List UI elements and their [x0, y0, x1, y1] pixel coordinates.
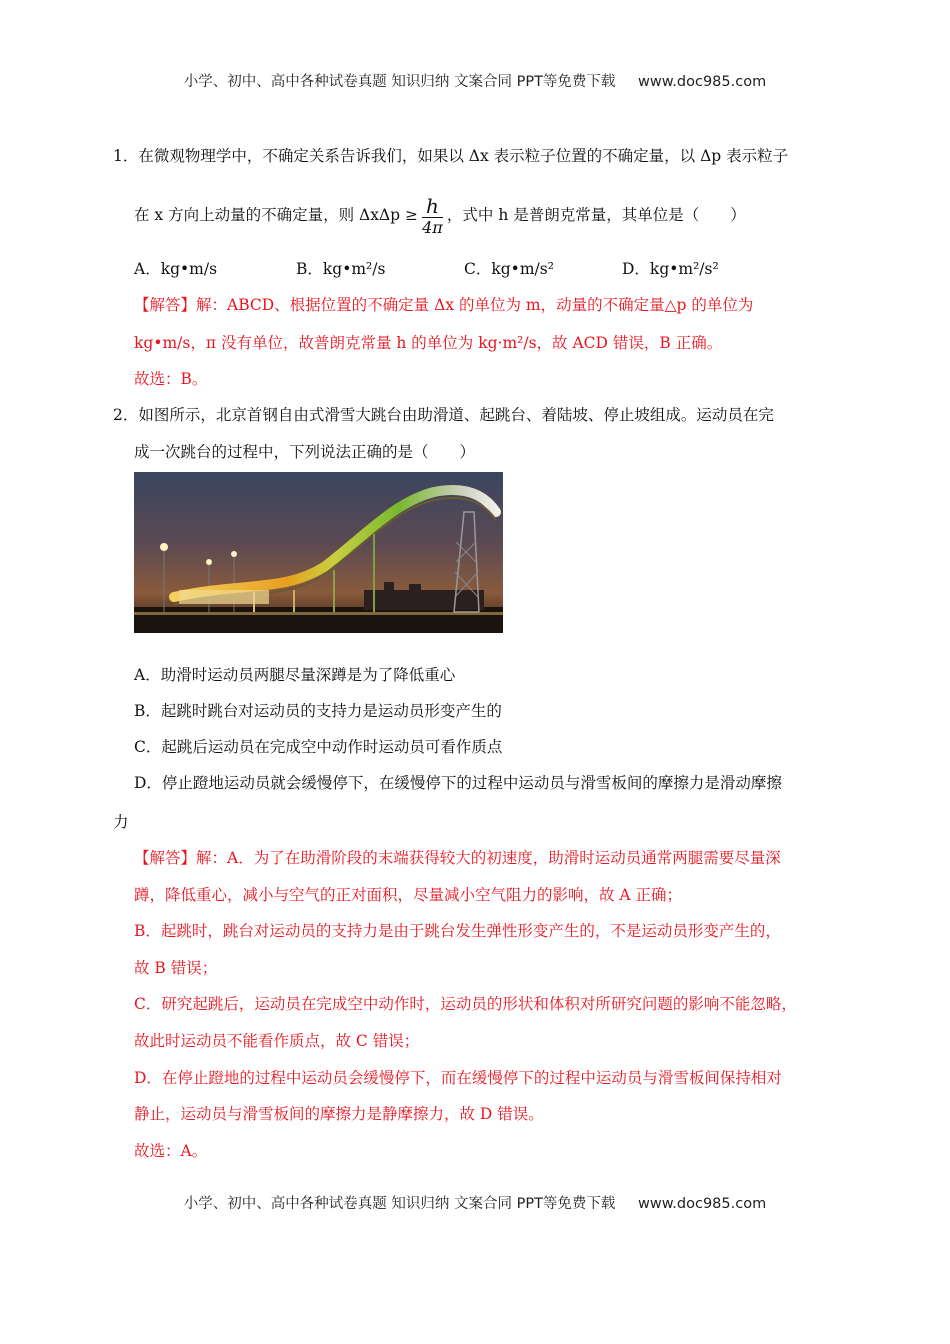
q1-option-d: D．kg•m²/s²	[622, 260, 719, 278]
q1-option-b: B．kg•m²/s	[296, 260, 386, 278]
q1-line2-pre: 在 x 方向上动量的不确定量，则 ΔxΔp ≥	[134, 206, 418, 224]
hbar-fraction	[422, 195, 443, 238]
q1-option-c: C．kg•m/s²	[464, 260, 554, 278]
q2-answer-line8: 静止，运动员与滑雪板间的摩擦力是静摩擦力，故 D 错误。	[134, 1105, 544, 1123]
q2-option-b: B．起跳时跳台对运动员的支持力是运动员形变产生的	[134, 702, 502, 720]
q2-answer-line7: D．在停止蹬地的过程中运动员会缓慢停下，而在缓慢停下的过程中运动员与滑雪板间保持相对	[134, 1069, 782, 1087]
q1-answer-line2: kg•m/s，π 没有单位，故普朗克常量 h 的单位为 kg·m²/s，故 ACD 错误，B 正确。	[134, 334, 723, 352]
header-url[interactable]: www.doc985.com	[638, 74, 767, 90]
page-header	[0, 70, 950, 91]
q2-option-d-line1: D．停止蹬地运动员就会缓慢停下，在缓慢停下的过程中运动员与滑雪板间的摩擦力是滑动摩擦	[134, 774, 782, 792]
q2-option-d-line2: 力	[113, 813, 129, 831]
q1-option-a: A．kg•m/s	[134, 260, 218, 278]
q1-line2	[134, 192, 746, 238]
footer-url[interactable]: www.doc985.com	[638, 1196, 767, 1212]
q2-option-c: C．起跳后运动员在完成空中动作时运动员可看作质点	[134, 738, 503, 756]
q2-answer-line3: B．起跳时，跳台对运动员的支持力是由于跳台发生弹性形变产生的，不是运动员形变产生的，	[134, 922, 781, 940]
page-footer	[0, 1192, 950, 1213]
q1-answer-line3: 故选：B。	[134, 370, 208, 388]
q2-option-a: A．助滑时运动员两腿尽量深蹲是为了降低重心	[134, 666, 456, 684]
q2-answer-line2: 蹲，降低重心，减小与空气的正对面积，尽量减小空气阻力的影响，故 A 正确；	[134, 886, 683, 904]
q2-answer-line9: 故选：A。	[134, 1142, 208, 1160]
q2-line2: 成一次跳台的过程中，下列说法正确的是（ ）	[134, 443, 476, 461]
q1-line2-post: ，式中 h 是普朗克常量，其单位是（ ）	[446, 206, 746, 224]
q2-line1: 2．如图所示，北京首钢自由式滑雪大跳台由助滑道、起跳台、着陆坡、停止坡组成。运动员在完	[113, 406, 774, 424]
fraction-denominator: 4π	[422, 217, 443, 237]
q1-line1: 1．在微观物理学中，不确定关系告诉我们，如果以 Δx 表示粒子位置的不确定量，以 Δp 表示粒子	[113, 147, 789, 165]
q1-answer-line1: 【解答】解：ABCD、根据位置的不确定量 Δx 的单位为 m，动量的不确定量△p 的单位为	[134, 296, 754, 314]
q2-answer-line1: 【解答】解：A．为了在助滑阶段的末端获得较大的初速度，助滑时运动员通常两腿需要尽量深	[134, 849, 781, 867]
q2-answer-line4: 故 B 错误；	[134, 959, 218, 977]
footer-text: 小学、初中、高中各种试卷真题 知识归纳 文案合同 PPT等免费下载	[183, 1196, 616, 1212]
fraction-numerator: h	[422, 195, 443, 218]
q2-answer-line6: 故此时运动员不能看作质点，故 C 错误；	[134, 1032, 420, 1050]
header-text: 小学、初中、高中各种试卷真题 知识归纳 文案合同 PPT等免费下载	[183, 74, 616, 90]
ski-jump-photo	[134, 472, 503, 633]
q2-answer-line5: C．研究起跳后，运动员在完成空中动作时，运动员的形状和体积对所研究问题的影响不能忽略，	[134, 995, 797, 1013]
